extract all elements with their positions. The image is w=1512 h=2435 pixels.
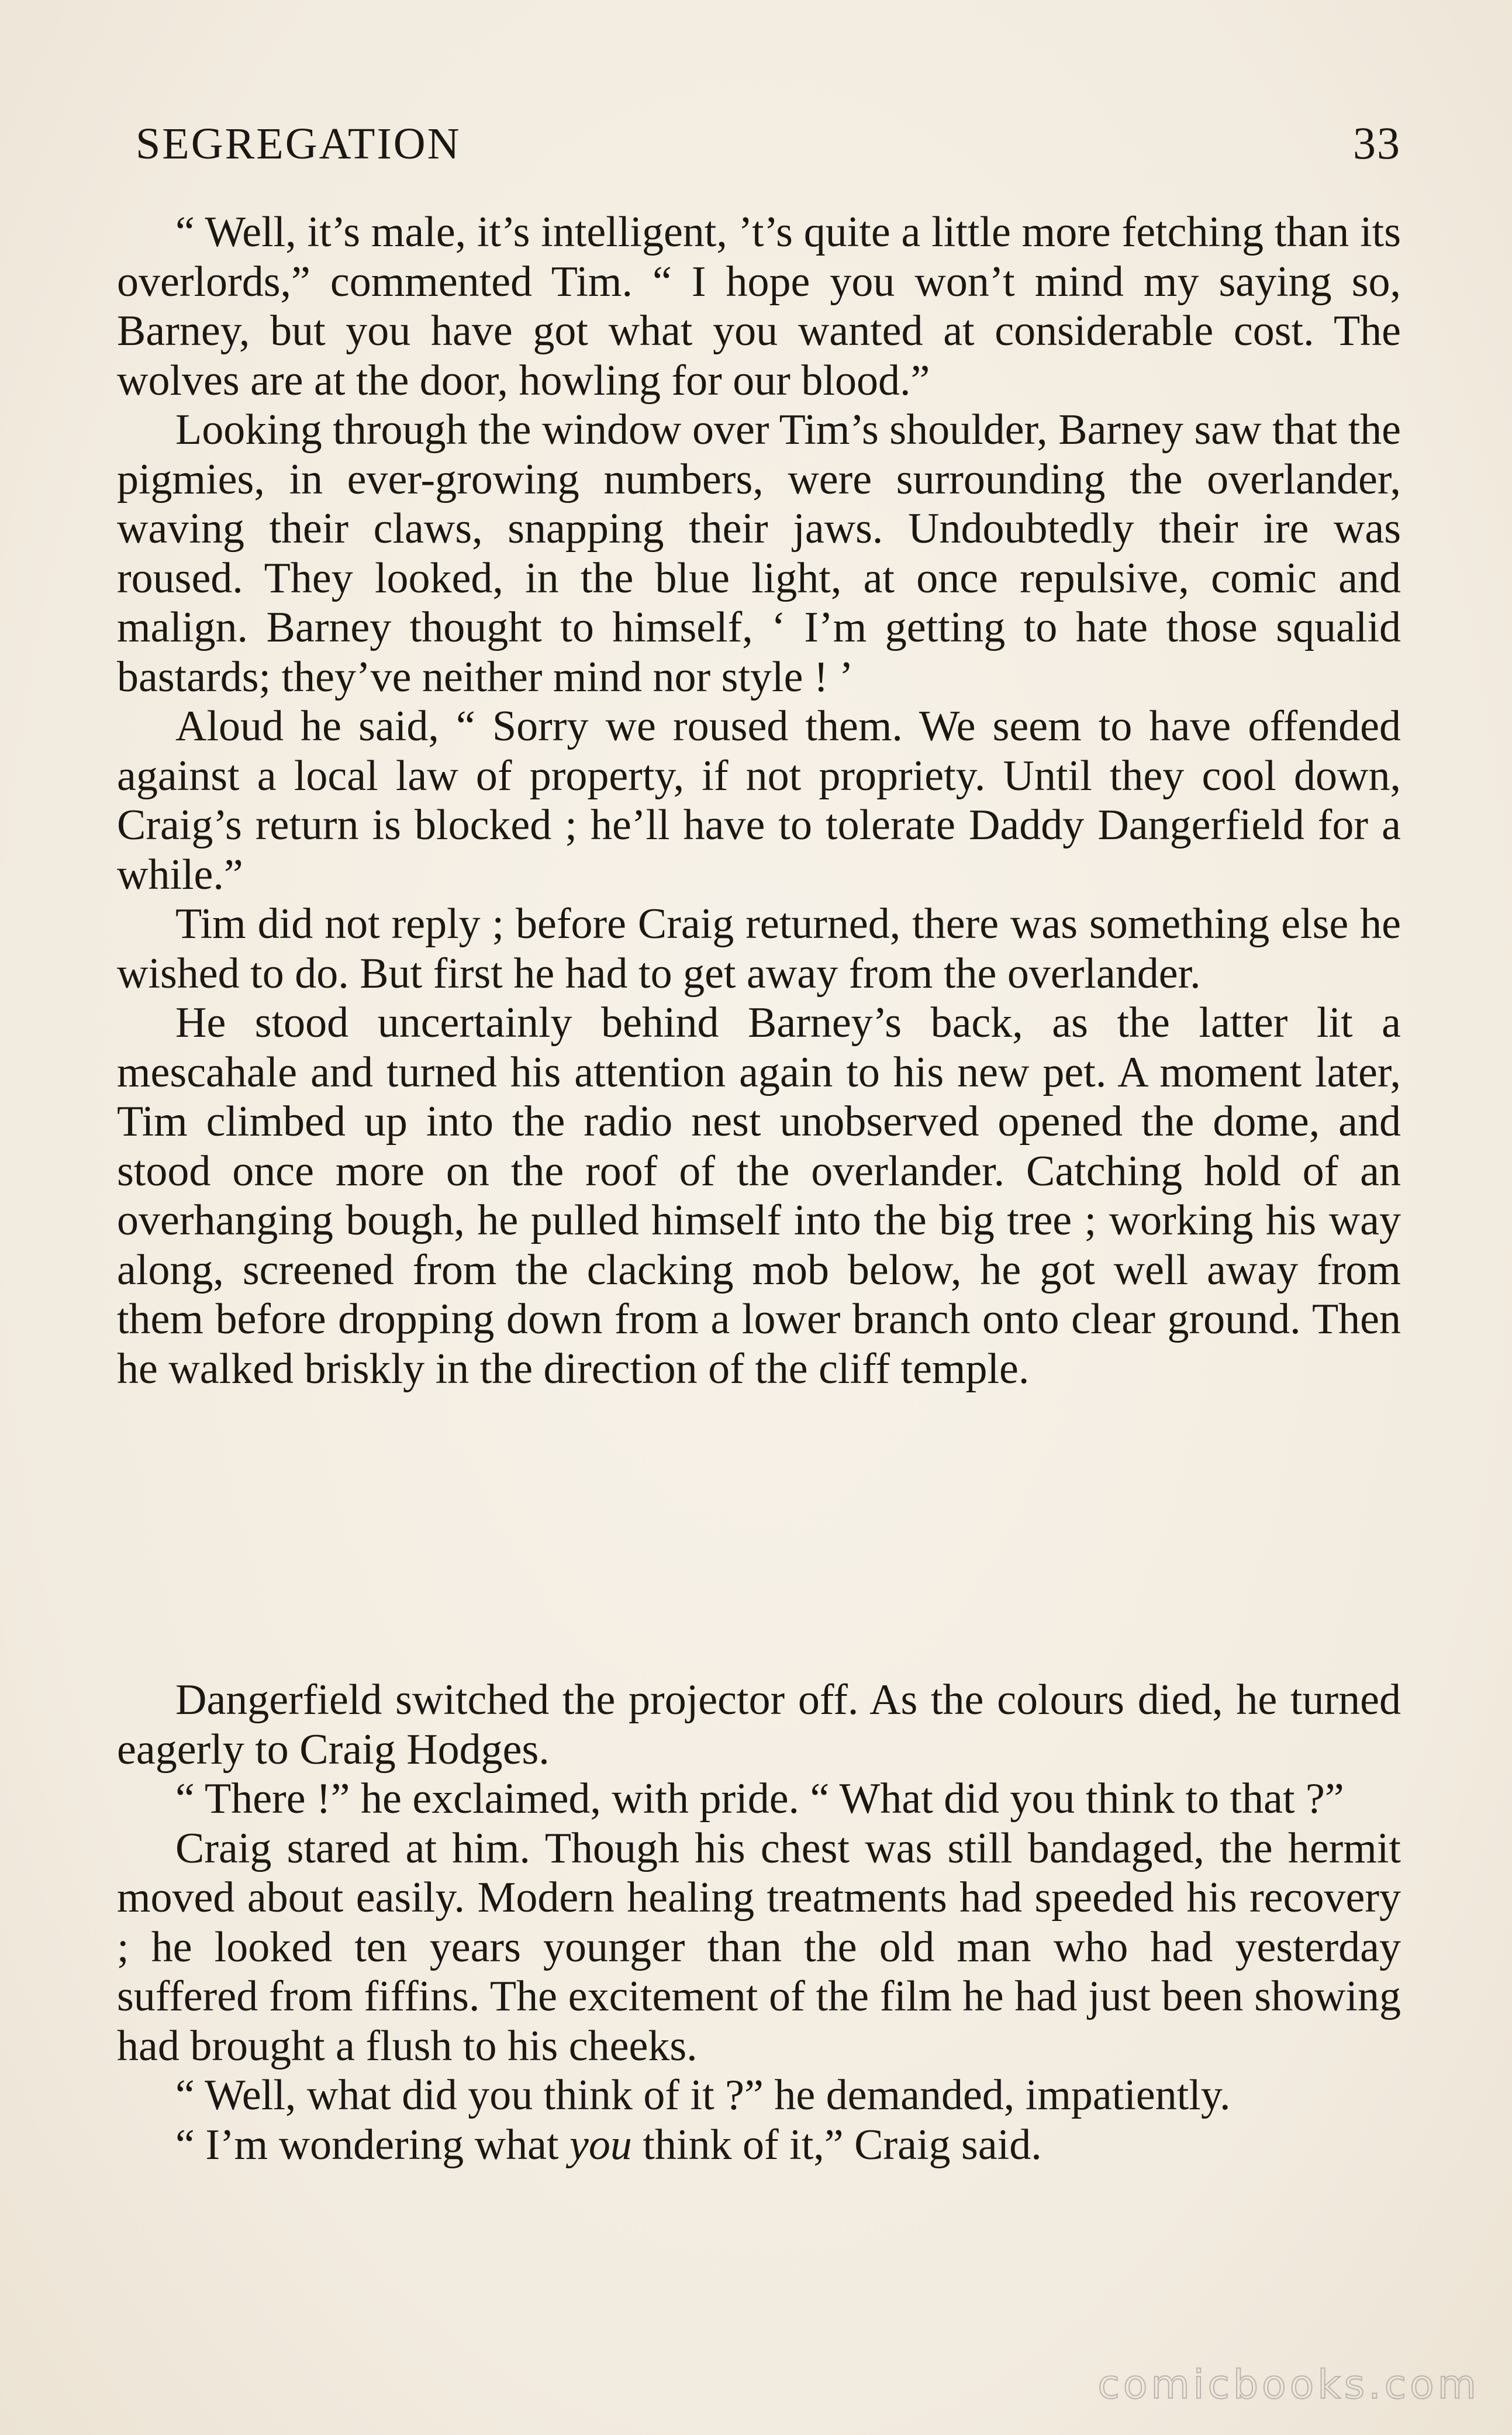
paragraph: “ There !” he exclaimed, with pride. “ What did you think to that ?” bbox=[175, 1775, 1344, 1823]
watermark: comicbooks.com bbox=[1097, 2362, 1480, 2408]
paragraph: Aloud he said, “ Sorry we roused them. We seem to have offended against a local law of property, if not propriety. Until they cool down, Craig’s return is blocked ; he’ll have to tolerate Daddy Dangerfield for a while.” bbox=[117, 702, 1401, 899]
paragraph: Craig stared at him. Though his chest was still bandaged, the hermit moved about easily. Modern healing treatments had speeded his recovery ; he looked ten years younger than the old man who had yesterday suffered from fiffins. The excitement of the film he had just been showing had brought a flush to his cheeks. bbox=[117, 1824, 1401, 2070]
paragraph-text: “ I’m wondering what bbox=[175, 2120, 570, 2169]
emphasized-word: you bbox=[569, 2120, 632, 2169]
paragraph: He stood uncertainly behind Barney’s back, as the latter lit a mescahale and turned his attention again to his new pet. A moment later, Tim climbed up into the radio nest unobserved opened the dome, and stood once more on the roof of the overlander. Catching hold of an overhanging bough, he pulled himself into the big tree ; working his way along, screened from the clacking mob below, he got well away from them before dropping down from a lower branch onto clear ground. Then he walked briskly in the direction of the cliff temple. bbox=[117, 999, 1401, 1393]
running-header bbox=[136, 105, 1401, 170]
page-number: 33 bbox=[1353, 118, 1401, 168]
paragraph-text: think of it,” Craig said. bbox=[631, 2120, 1042, 2169]
paragraph: “ Well, it’s male, it’s intelligent, ’t’s quite a little more fetching than its overlords,” commented Tim. “ I hope you won’t mind my saying so, Barney, but you have got what you wanted at considerable cost. The wolves are at the door, howling for our blood.” bbox=[117, 208, 1401, 405]
paragraph bbox=[117, 2120, 1401, 2170]
paragraph: Looking through the window over Tim’s shoulder, Barney saw that the pigmies, in ever-growing numbers, were surrounding the overlander, waving their claws, snapping their jaws. Undoubtedly their ire was roused. They looked, in the blue light, at once repulsive, comic and malign. Barney thought to himself, ‘ I’m getting to hate those squalid bastards; they’ve neither mind nor style ! ’ bbox=[117, 406, 1401, 701]
text-block-first bbox=[117, 208, 1401, 1394]
paragraph: Dangerfield switched the projector off. As the colours died, he turned eagerly to Craig Hodges. bbox=[117, 1676, 1401, 1774]
section-title: SEGREGATION bbox=[136, 119, 461, 168]
paragraph: “ Well, what did you think of it ?” he demanded, impatiently. bbox=[175, 2071, 1231, 2119]
text-block-second bbox=[117, 1675, 1401, 2170]
paragraph: Tim did not reply ; before Craig returned, there was something else he wished to do. But first he had to get away from the overlander. bbox=[117, 900, 1401, 998]
